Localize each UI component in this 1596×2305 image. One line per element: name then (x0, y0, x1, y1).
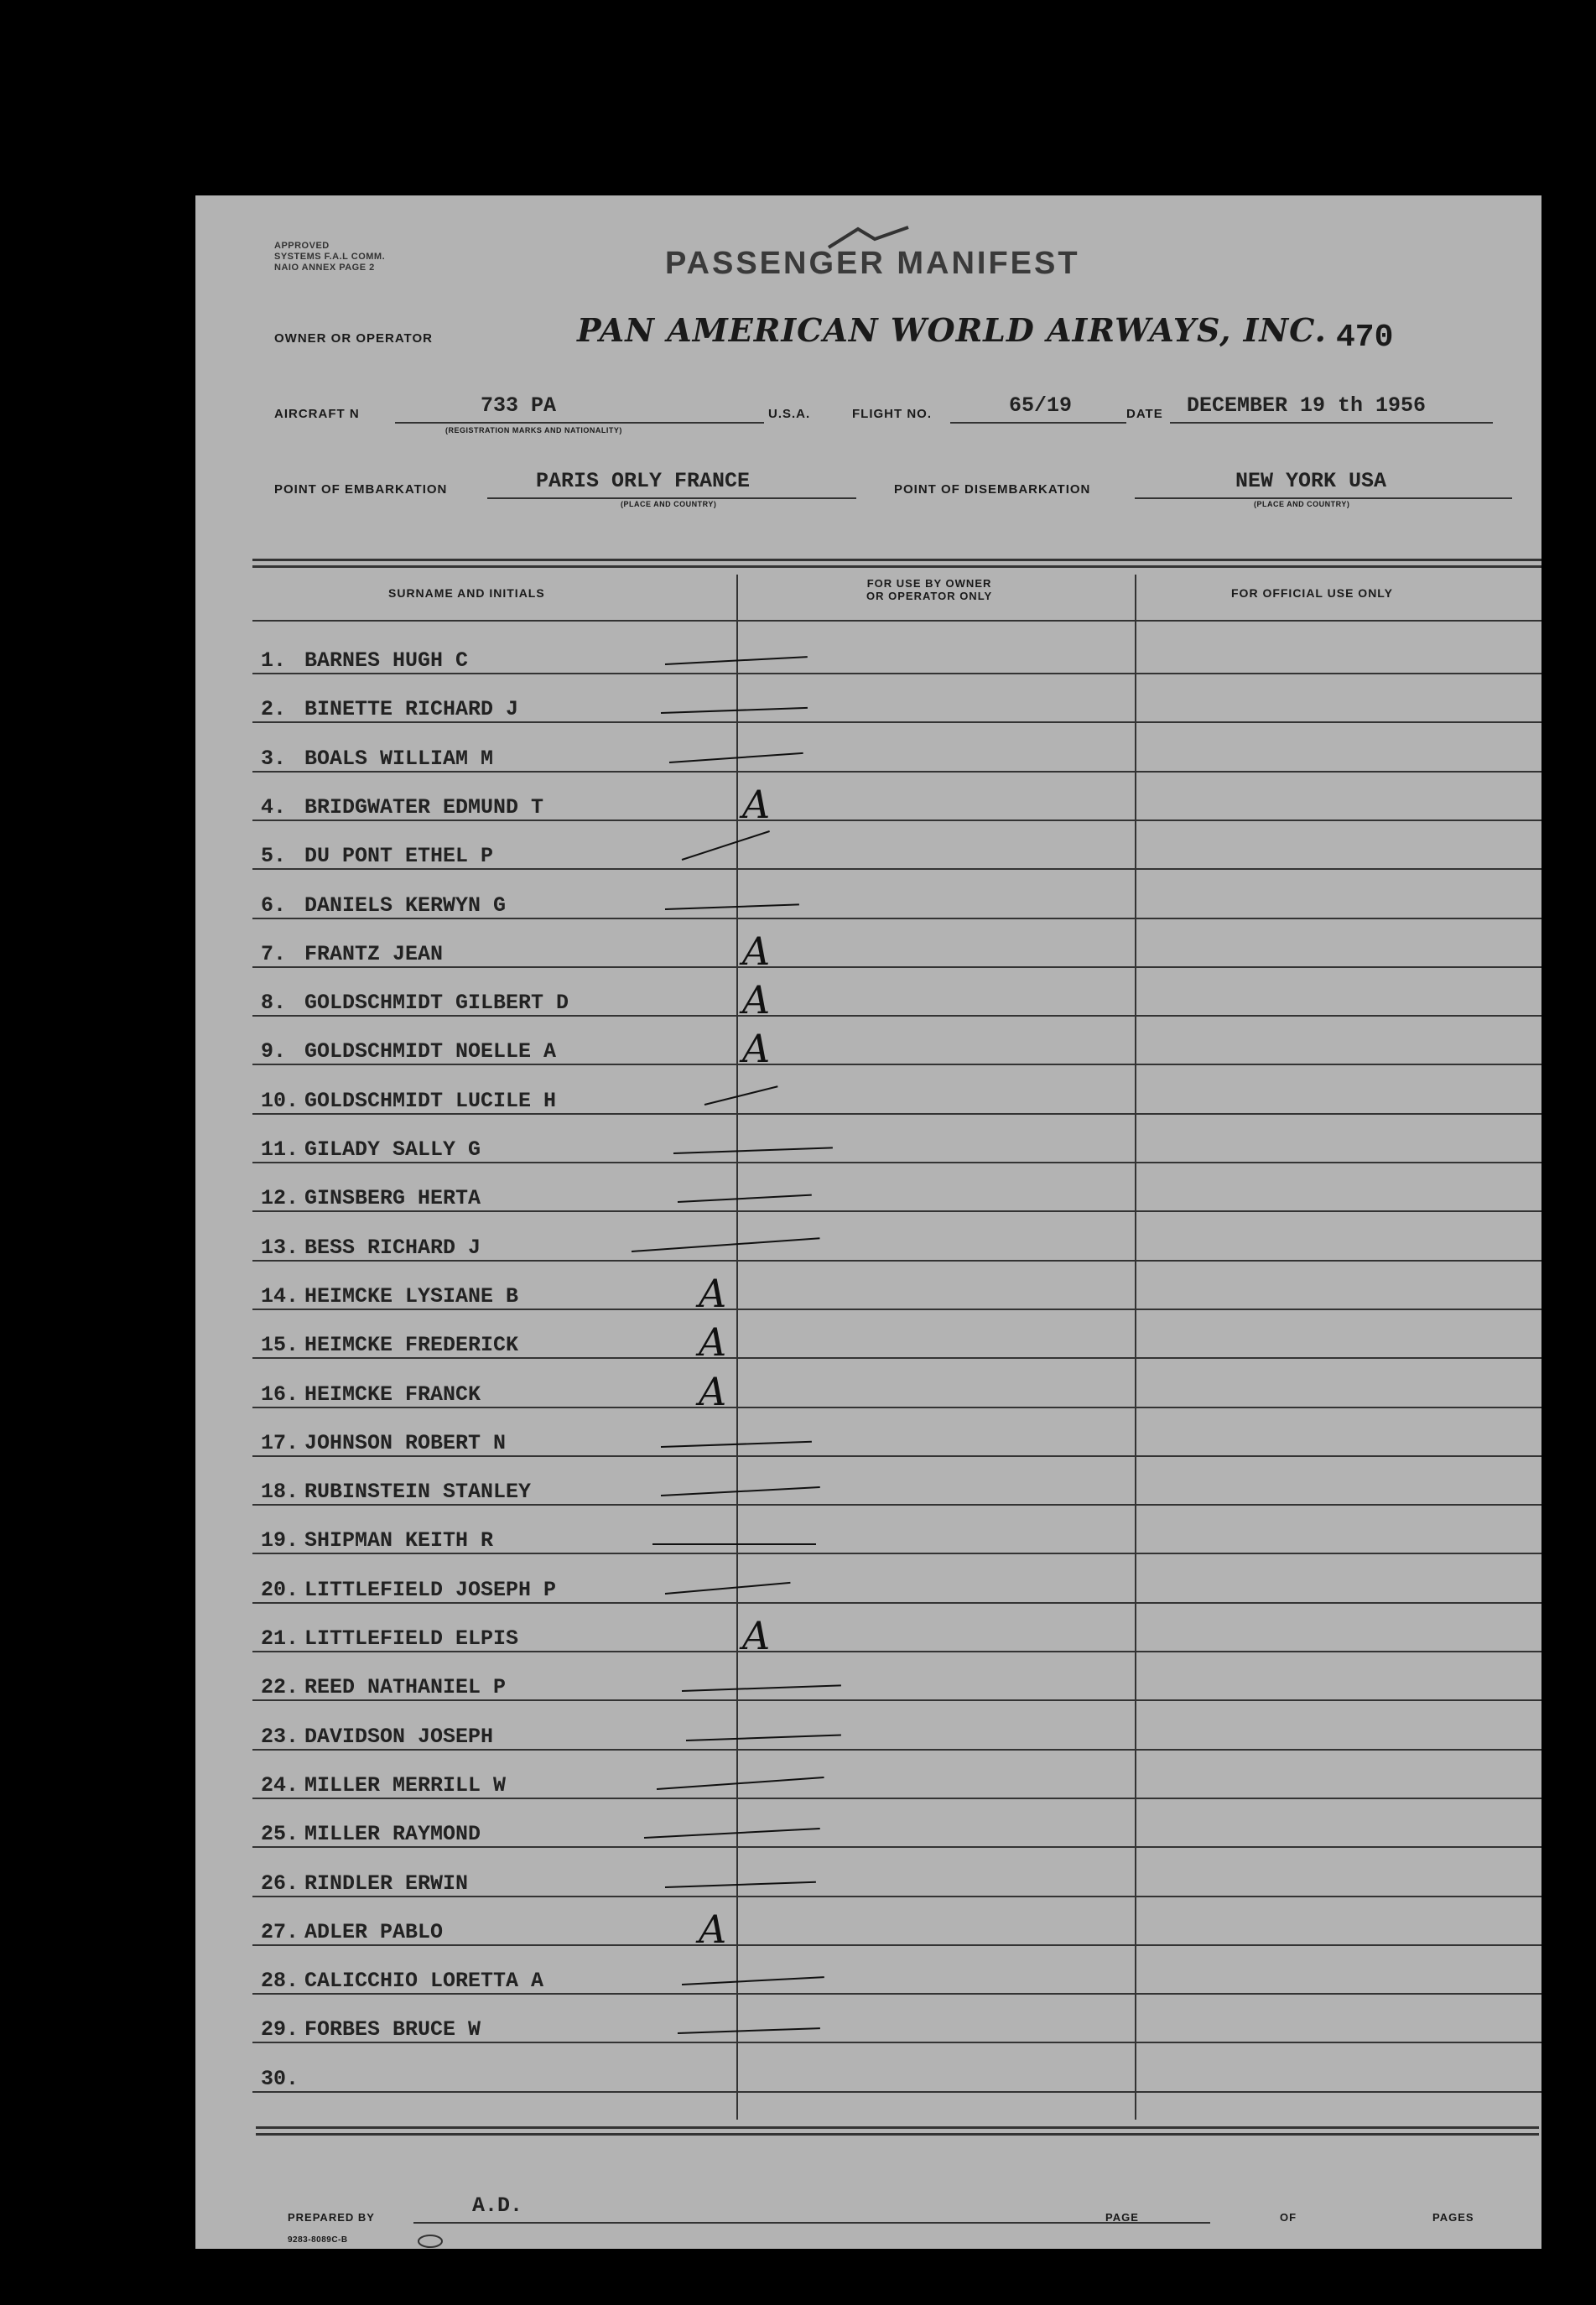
disembark-field (1135, 469, 1512, 499)
disembark-sublabel: (PLACE AND COUNTRY) (1254, 500, 1350, 508)
row-number: 17. (261, 1430, 299, 1455)
handwritten-mark: A (699, 1270, 727, 1316)
row-rule (252, 2042, 1541, 2043)
column-divider-1 (736, 575, 738, 2120)
embark-label: POINT OF EMBARKATION (274, 482, 448, 497)
table-row (261, 1382, 481, 1407)
check-stroke (652, 1543, 816, 1545)
passenger-name: HEIMCKE FREDERICK (304, 1333, 519, 1358)
table-top-rule-2 (252, 565, 1541, 568)
date-value: DECEMBER 19 th 1956 (1187, 393, 1427, 418)
row-number: 20. (261, 1577, 299, 1602)
row-rule (252, 1407, 1541, 1408)
approval-line-1: APPROVED (274, 241, 330, 251)
operator-name: PAN AMERICAN WORLD AIRWAYS, INC. (577, 311, 1327, 349)
date-label: DATE (1126, 407, 1163, 421)
row-number: 27. (261, 1919, 299, 1944)
row-rule (252, 1015, 1541, 1017)
approval-line-3: NAIO ANNEX PAGE 2 (274, 263, 375, 273)
check-stroke (661, 707, 808, 714)
table-top-rule (252, 559, 1541, 561)
owner-label: OWNER OR OPERATOR (274, 331, 433, 346)
row-rule (252, 1798, 1541, 1799)
flight-label: FLIGHT NO. (852, 407, 932, 421)
owner-use-header (866, 577, 992, 602)
handwritten-mark: A (742, 1026, 771, 1072)
row-number: 24. (261, 1772, 299, 1798)
row-number: 2. (261, 697, 287, 722)
passenger-name: HEIMCKE FRANCK (304, 1381, 481, 1407)
form-title: PASSENGER MANIFEST (665, 246, 1080, 281)
airline-logo-icon (824, 221, 917, 254)
row-rule (252, 1162, 1541, 1163)
check-stroke (678, 2027, 820, 2034)
column-divider-2 (1135, 575, 1136, 2120)
table-row (261, 1039, 556, 1064)
usa-label: U.S.A. (768, 407, 811, 421)
form-code: 9283-8089C-B (288, 2235, 348, 2245)
row-number: 5. (261, 844, 287, 869)
table-row (261, 2017, 481, 2042)
row-rule (252, 1553, 1541, 1554)
check-stroke (665, 1881, 816, 1887)
passenger-name: FORBES BRUCE W (304, 2017, 481, 2042)
passenger-name: BESS RICHARD J (304, 1235, 481, 1260)
table-row (261, 1528, 493, 1553)
row-number: 21. (261, 1626, 299, 1651)
approval-line-2: SYSTEMS F.A.L COMM. (274, 252, 386, 262)
table-row (261, 697, 518, 721)
passenger-name: SHIPMAN KEITH R (304, 1528, 494, 1553)
passenger-name: GOLDSCHMIDT LUCILE H (304, 1088, 557, 1113)
row-rule (252, 1357, 1541, 1359)
row-rule (252, 966, 1541, 968)
passenger-name: LITTLEFIELD ELPIS (304, 1626, 519, 1651)
row-rule (252, 1602, 1541, 1604)
row-rule (252, 1944, 1541, 1946)
disembark-label: POINT OF DISEMBARKATION (894, 482, 1091, 497)
manifest-sheet (195, 195, 1541, 2249)
of-label: OF (1280, 2211, 1297, 2224)
row-rule (252, 673, 1541, 674)
passenger-name: HEIMCKE LYSIANE B (304, 1283, 519, 1309)
check-stroke (682, 1976, 824, 1985)
handwritten-mark: A (699, 1319, 727, 1366)
table-row (261, 1871, 468, 1896)
passenger-name: BINETTE RICHARD J (304, 697, 519, 722)
row-rule (252, 1113, 1541, 1115)
table-header-rule (252, 620, 1541, 622)
passenger-name: GOLDSCHMIDT GILBERT D (304, 991, 569, 1016)
page-number: 470 (1336, 320, 1394, 356)
check-stroke (682, 1685, 841, 1693)
row-number: 18. (261, 1480, 299, 1505)
row-number: 30. (261, 2066, 299, 2091)
table-row (261, 1626, 518, 1651)
table-bottom-rule-2 (256, 2133, 1539, 2136)
passenger-name: GOLDSCHMIDT NOELLE A (304, 1039, 557, 1064)
pages-label: PAGES (1432, 2211, 1474, 2224)
table-row (261, 991, 569, 1015)
flight-field (950, 393, 1126, 424)
row-number: 28. (261, 1969, 299, 1994)
passenger-name: MILLER MERRILL W (304, 1772, 507, 1798)
printer-mark-icon (415, 2232, 445, 2250)
check-stroke (661, 1486, 820, 1496)
row-number: 12. (261, 1186, 299, 1211)
passenger-name: GILADY SALLY G (304, 1137, 481, 1162)
row-rule (252, 1064, 1541, 1065)
passenger-name: DAVIDSON JOSEPH (304, 1724, 494, 1749)
check-stroke (704, 1085, 778, 1106)
embark-value: PARIS ORLY FRANCE (536, 469, 751, 493)
check-stroke (644, 1828, 820, 1839)
table-row (261, 1186, 481, 1210)
row-number: 7. (261, 941, 287, 966)
row-number: 8. (261, 991, 287, 1016)
row-rule (252, 1846, 1541, 1848)
embark-sublabel: (PLACE AND COUNTRY) (621, 500, 717, 508)
row-number: 14. (261, 1283, 299, 1309)
passenger-name: DANIELS KERWYN G (304, 892, 507, 918)
aircraft-value: 733 PA (481, 393, 557, 418)
aircraft-field (395, 393, 764, 424)
row-number: 25. (261, 1822, 299, 1847)
row-number: 16. (261, 1381, 299, 1407)
row-rule (252, 2091, 1541, 2093)
table-row (261, 1333, 518, 1357)
table-row (261, 2067, 304, 2091)
passenger-name: DU PONT ETHEL P (304, 844, 494, 869)
passenger-name: BRIDGWATER EDMUND T (304, 794, 544, 819)
passenger-name: CALICCHIO LORETTA A (304, 1969, 544, 1994)
passenger-name: BARNES HUGH C (304, 648, 469, 673)
embark-field (487, 469, 856, 499)
row-rule (252, 1504, 1541, 1506)
row-rule (252, 819, 1541, 821)
table-row (261, 1920, 443, 1944)
passenger-name: MILLER RAYMOND (304, 1822, 481, 1847)
check-stroke (632, 1237, 820, 1252)
table-row (261, 1137, 481, 1162)
row-number: 29. (261, 2017, 299, 2042)
check-stroke (665, 903, 799, 910)
row-number: 1. (261, 648, 287, 673)
row-number: 4. (261, 794, 287, 819)
page-label: PAGE (1105, 2211, 1139, 2224)
table-row (261, 1725, 493, 1749)
row-rule (252, 1651, 1541, 1652)
row-rule (252, 1896, 1541, 1897)
row-rule (252, 721, 1541, 723)
table-row (261, 1284, 518, 1309)
table-row (261, 844, 493, 868)
row-rule (252, 1210, 1541, 1212)
table-row (261, 747, 493, 771)
table-row (261, 1578, 556, 1602)
passenger-name: LITTLEFIELD JOSEPH P (304, 1577, 557, 1602)
row-rule (252, 1309, 1541, 1310)
passenger-name: JOHNSON ROBERT N (304, 1430, 507, 1455)
table-row (261, 1675, 506, 1699)
check-stroke (678, 1194, 812, 1203)
owner-use-header-line-2: OR OPERATOR ONLY (866, 590, 993, 602)
row-rule (252, 868, 1541, 870)
approval-stamp (274, 241, 385, 273)
check-stroke (686, 1734, 841, 1740)
row-number: 19. (261, 1528, 299, 1553)
table-row (261, 795, 543, 819)
row-number: 9. (261, 1039, 287, 1064)
handwritten-mark: A (699, 1368, 727, 1414)
row-number: 22. (261, 1675, 299, 1700)
row-rule (252, 1699, 1541, 1701)
table-row (261, 648, 468, 673)
handwritten-mark: A (742, 781, 771, 827)
check-stroke (657, 1777, 824, 1790)
row-number: 6. (261, 892, 287, 918)
row-rule (252, 918, 1541, 919)
row-rule (252, 771, 1541, 773)
row-number: 26. (261, 1871, 299, 1896)
passenger-name: REED NATHANIEL P (304, 1675, 507, 1700)
owner-use-header-line-1: FOR USE BY OWNER (866, 577, 992, 590)
row-rule (252, 1993, 1541, 1995)
passenger-name: BOALS WILLIAM M (304, 746, 494, 771)
row-rule (252, 1455, 1541, 1457)
handwritten-mark: A (742, 977, 771, 1023)
handwritten-mark: A (742, 928, 771, 974)
passenger-name: FRANTZ JEAN (304, 941, 444, 966)
passenger-name: GINSBERG HERTA (304, 1186, 481, 1211)
passenger-name: RINDLER ERWIN (304, 1871, 469, 1896)
row-number: 11. (261, 1137, 299, 1162)
table-row (261, 1822, 481, 1846)
date-field (1170, 393, 1493, 424)
aircraft-sublabel: (REGISTRATION MARKS AND NATIONALITY) (445, 426, 622, 434)
table-row (261, 942, 443, 966)
passenger-name: RUBINSTEIN STANLEY (304, 1480, 532, 1505)
row-rule (252, 1260, 1541, 1262)
check-stroke (673, 1147, 833, 1154)
flight-value: 65/19 (1009, 393, 1073, 418)
prepared-value: A.D. (472, 2193, 523, 2218)
row-number: 23. (261, 1724, 299, 1749)
row-number: 15. (261, 1333, 299, 1358)
prepared-label: PREPARED BY (288, 2211, 375, 2224)
aircraft-label: AIRCRAFT N (274, 407, 360, 421)
surname-header: SURNAME AND INITIALS (388, 586, 545, 600)
table-row (261, 1480, 531, 1504)
table-row (261, 1236, 481, 1260)
prepared-field (413, 2193, 1210, 2224)
row-number: 3. (261, 746, 287, 771)
table-row (261, 1089, 556, 1113)
handwritten-mark: A (742, 1613, 771, 1658)
official-use-header: FOR OFFICIAL USE ONLY (1231, 586, 1393, 600)
table-bottom-rule (256, 2126, 1539, 2129)
handwritten-mark: A (699, 1906, 727, 1952)
table-row (261, 893, 506, 918)
passenger-name: ADLER PABLO (304, 1919, 444, 1944)
table-row (261, 1969, 543, 1993)
table-row (261, 1773, 506, 1798)
disembark-value: NEW YORK USA (1235, 469, 1387, 493)
row-number: 13. (261, 1235, 299, 1260)
table-row (261, 1431, 506, 1455)
row-number: 10. (261, 1088, 299, 1113)
row-rule (252, 1749, 1541, 1751)
check-stroke (665, 1582, 791, 1595)
check-stroke (682, 830, 770, 861)
